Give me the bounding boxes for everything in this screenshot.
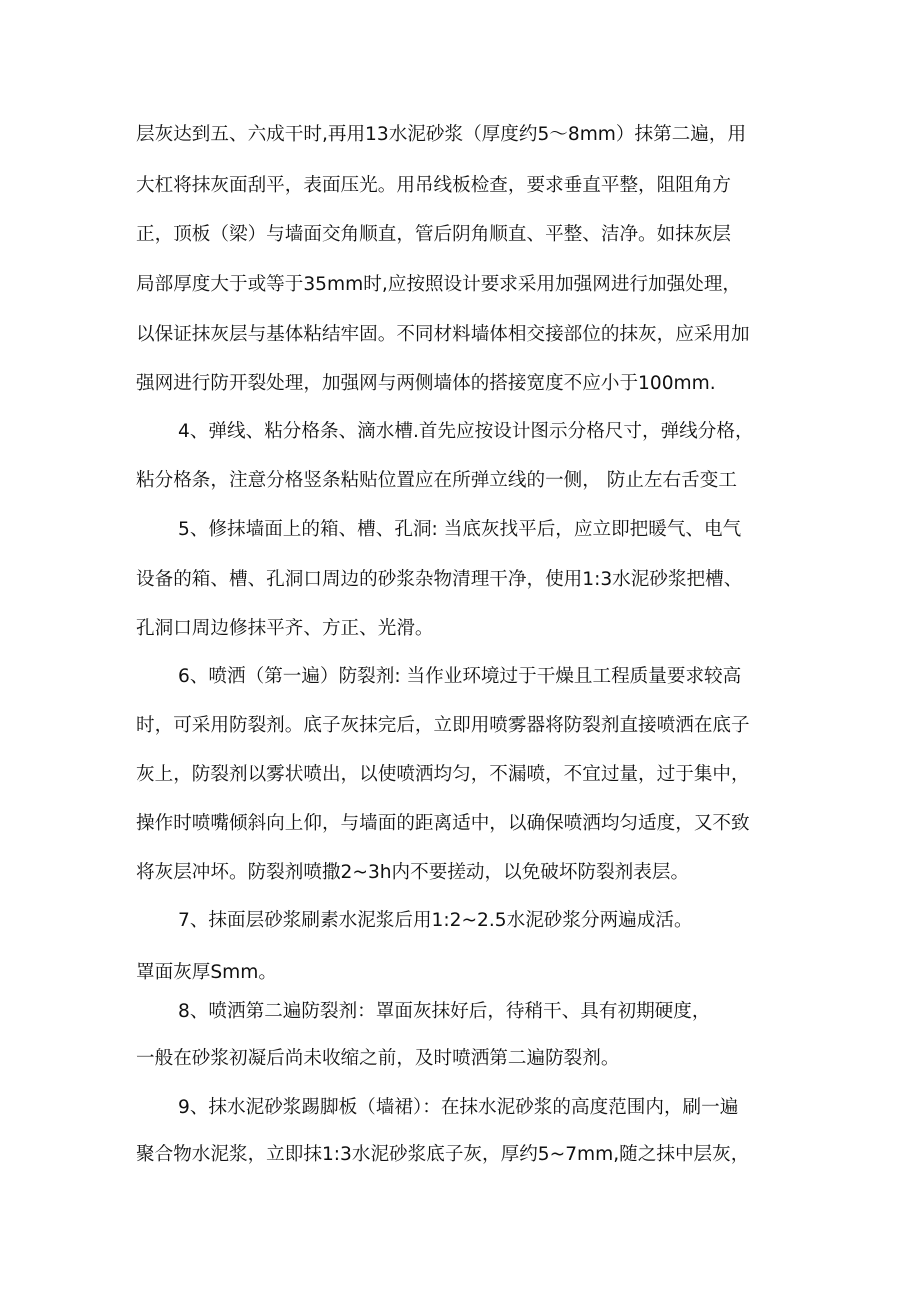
item-6-line-1: 6、喷洒（第一遍）防裂剂: 当作业环境过于干燥且工程质量要求较高: [178, 666, 742, 687]
text-line-4: 局部厚度大于或等于35mm时,应按照设计要求采用加强网进行加强处理，: [136, 274, 742, 295]
text-line-3: 正，顶板（梁）与墙面交角顺直，管后阴角顺直、平整、洁净。如抹灰层: [136, 224, 732, 245]
item-5-line-3: 孔洞口周边修抹平齐、方正、光滑。: [136, 618, 434, 639]
text-line-2: 大杠将抹灰面刮平，表面压光。用吊线板检查，要求垂直平整，阻阻角方: [136, 175, 732, 196]
item-5-line-2: 设备的箱、槽、孔洞口周边的砂浆杂物清理干净，使用1:3水泥砂浆把槽、: [136, 569, 743, 590]
text-line-1: 层灰达到五、六成干时,再用13水泥砂浆（厚度约5～8mm）抹第二遍，用: [136, 124, 747, 145]
item-5-line-1: 5、修抹墙面上的箱、槽、孔洞: 当底灰找平后，应立即把暖气、电气: [178, 519, 742, 540]
text-line-5: 以保证抹灰层与基体粘结牢固。不同材料墙体相交接部位的抹灰，应采用加: [136, 324, 750, 345]
item-6-line-2: 时，可采用防裂剂。底子灰抹完后，立即用喷雾器将防裂剂直接喷洒在底子: [136, 715, 750, 736]
item-4-line-2: 粘分格条，注意分格竖条粘贴位置应在所弹立线的一侧， 防止左右舌变工: [136, 470, 737, 491]
item-6-line-5: 将灰层冲坏。防裂剂喷撒2~3h内不要搓动，以免破坏防裂剂表层。: [136, 862, 690, 883]
item-6-line-3: 灰上，防裂剂以雾状喷出，以使喷洒均匀，不漏喷，不宜过量，过于集中，: [136, 764, 750, 785]
item-7-line-1: 7、抹面层砂浆刷素水泥浆后用1:2~2.5水泥砂浆分两遍成活。: [178, 910, 693, 931]
item-9-line-2: 聚合物水泥浆，立即抹1:3水泥砂浆底子灰，厚约5~7mm,随之抹中层灰，: [136, 1144, 750, 1165]
item-8-line-1: 8、喷洒第二遍防裂剂：罩面灰抹好后，待稍干、具有初期硬度，: [178, 1001, 711, 1022]
item-6-line-4: 操作时喷嘴倾斜向上仰，与墙面的距离适中，以确保喷洒均匀适度，又不致: [136, 813, 750, 834]
text-line-6: 强网进行防开裂处理，加强网与两侧墙体的搭接宽度不应小于100mm.: [136, 373, 716, 394]
item-8-line-2: 一般在砂浆初凝后尚未收缩之前，及时喷洒第二遍防裂剂。: [136, 1048, 620, 1069]
item-7-line-2: 罩面灰厚Smm。: [136, 962, 277, 983]
item-9-line-1: 9、抹水泥砂浆踢脚板（墙裙）：在抹水泥砂浆的高度范围内，刷一遍: [178, 1097, 739, 1118]
item-4-line-1: 4、弹线、粘分格条、滴水槽.首先应按设计图示分格尺寸，弹线分格，: [178, 421, 754, 442]
